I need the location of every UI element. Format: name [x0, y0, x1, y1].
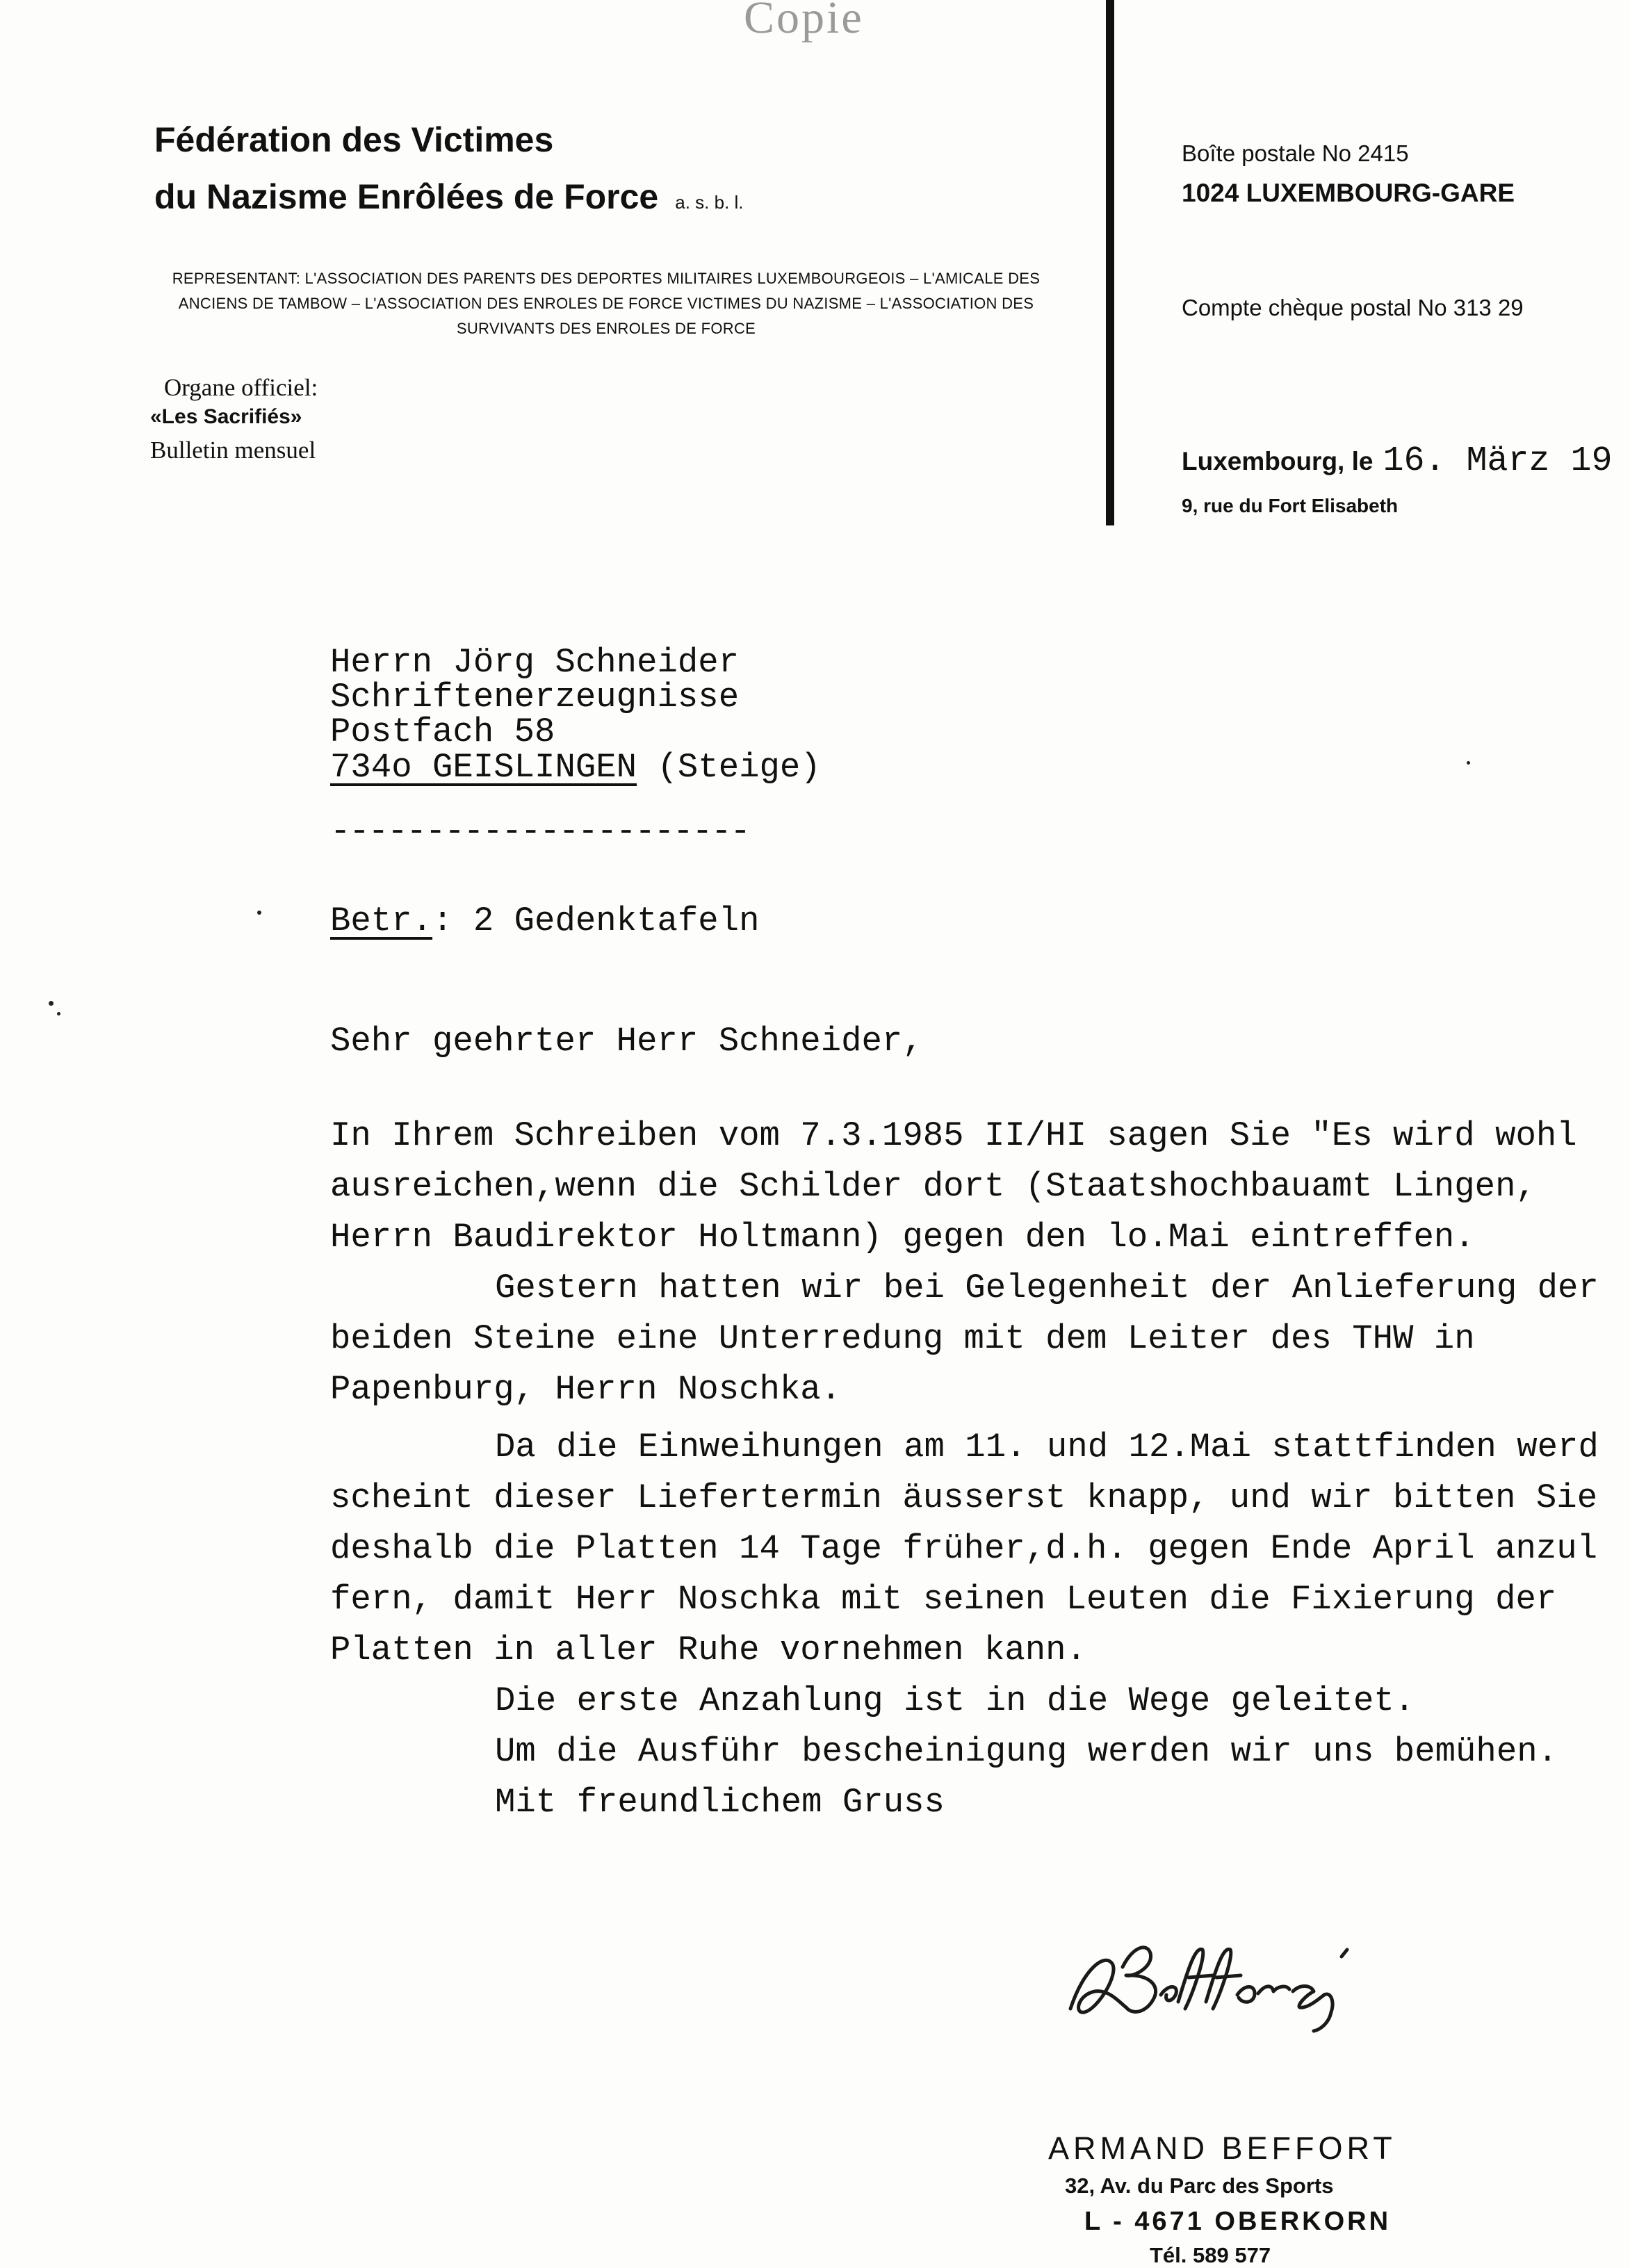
sender-phone: Tél. 589 577 [1150, 2243, 1271, 2267]
organization-name-line2-text: du Nazisme Enrôlées de Force [154, 177, 659, 216]
body-line: beiden Steine eine Unterredung mit dem Leiter des THW in [330, 1319, 1475, 1358]
postal-account: Compte chèque postal No 313 29 [1182, 295, 1524, 320]
sender-name: ARMAND BEFFORT [1048, 2130, 1396, 2166]
body-line: Gestern hatten wir bei Gelegenheit der Anlieferung der [495, 1268, 1599, 1307]
body-line: fern, damit Herr Noschka mit seinen Leuten die Fixierung der [330, 1580, 1557, 1619]
organe-frequency: Bulletin mensuel [150, 437, 316, 464]
scan-speck [49, 1001, 54, 1006]
body-line: Platten in aller Ruhe vornehmen kann. [330, 1631, 1086, 1670]
copie-stamp: Copie [744, 0, 864, 43]
organe-name: «Les Sacrifiés» [150, 405, 302, 428]
recipient-city-line [330, 748, 821, 787]
recipient-city: 734o GEISLINGEN [330, 748, 637, 787]
scan-speck [257, 911, 261, 915]
body-line: Um die Ausführ bescheinigung werden wir uns bemühen. [495, 1732, 1558, 1771]
body-line: ausreichen,wenn die Schilder dort (Staatshochbauamt Lingen, [330, 1167, 1536, 1206]
body-line: Die erste Anzahlung ist in die Wege geleitet. [495, 1681, 1415, 1720]
address-separator: ---------------------- [330, 812, 749, 851]
recipient-name: Herrn Jörg Schneider [330, 643, 740, 682]
body-line: Herrn Baudirektor Holtmann) gegen den lo.Mai eintreffen. [330, 1218, 1475, 1257]
letterhead-divider [1106, 0, 1114, 525]
organization-name-line2 [154, 177, 744, 217]
body-line: In Ihrem Schreiben vom 7.3.1985 II/HI sagen Sie "Es wird wohl [330, 1116, 1577, 1155]
organe-label: Organe officiel: [164, 374, 318, 401]
scan-speck [57, 1012, 60, 1015]
recipient-company: Schriftenerzeugnisse [330, 678, 740, 717]
subject-line [330, 902, 760, 940]
body-line: Da die Einweihungen am 11. und 12.Mai stattfinden werd [495, 1428, 1599, 1467]
office-street: 9, rue du Fort Elisabeth [1182, 495, 1399, 516]
subject-label: Betr. [330, 902, 433, 940]
body-line: deshalb die Platten 14 Tage früher,d.h. gegen Ende April anzul [330, 1529, 1598, 1568]
date-typed: 16. März 19 [1383, 441, 1613, 481]
scan-speck [1467, 761, 1470, 765]
subject-text: : 2 Gedenktafeln [432, 902, 760, 940]
recipient-postbox: Postfach 58 [330, 712, 555, 751]
date-line [1182, 441, 1613, 481]
date-prefix: Luxembourg, le [1182, 447, 1374, 475]
sender-street: 32, Av. du Parc des Sports [1065, 2173, 1334, 2198]
sender-city: L - 4671 OBERKORN [1084, 2207, 1392, 2236]
body-line: Papenburg, Herrn Noschka. [330, 1370, 842, 1409]
body-line: Mit freundlichem Gruss [495, 1783, 945, 1822]
handwritten-signature [1057, 1925, 1376, 2043]
salutation: Sehr geehrter Herr Schneider, [330, 1022, 923, 1061]
organization-name-line1: Fédération des Victimes [154, 120, 554, 159]
postal-city: 1024 LUXEMBOURG-GARE [1182, 179, 1515, 207]
post-box: Boîte postale No 2415 [1182, 140, 1409, 166]
organization-legal-suffix: a. s. b. l. [675, 192, 744, 213]
recipient-region: (Steige) [637, 748, 821, 787]
representant-statement: REPRESENTANT: L'ASSOCIATION DES PARENTS DES DEPORTES MILITAIRES LUXEMBOURGEOIS – L'AMICALE DES ANCIENS DE TAMBOW – L'ASSOCIATION DES ENROLES DE FORCE VICTIMES DU NAZISME – L'ASSOCIATION DES SURVIVANTS DES ENROLES DE FORCE [172, 270, 1041, 337]
body-line: scheint dieser Liefertermin äusserst knapp, und wir bitten Sie [330, 1478, 1598, 1517]
